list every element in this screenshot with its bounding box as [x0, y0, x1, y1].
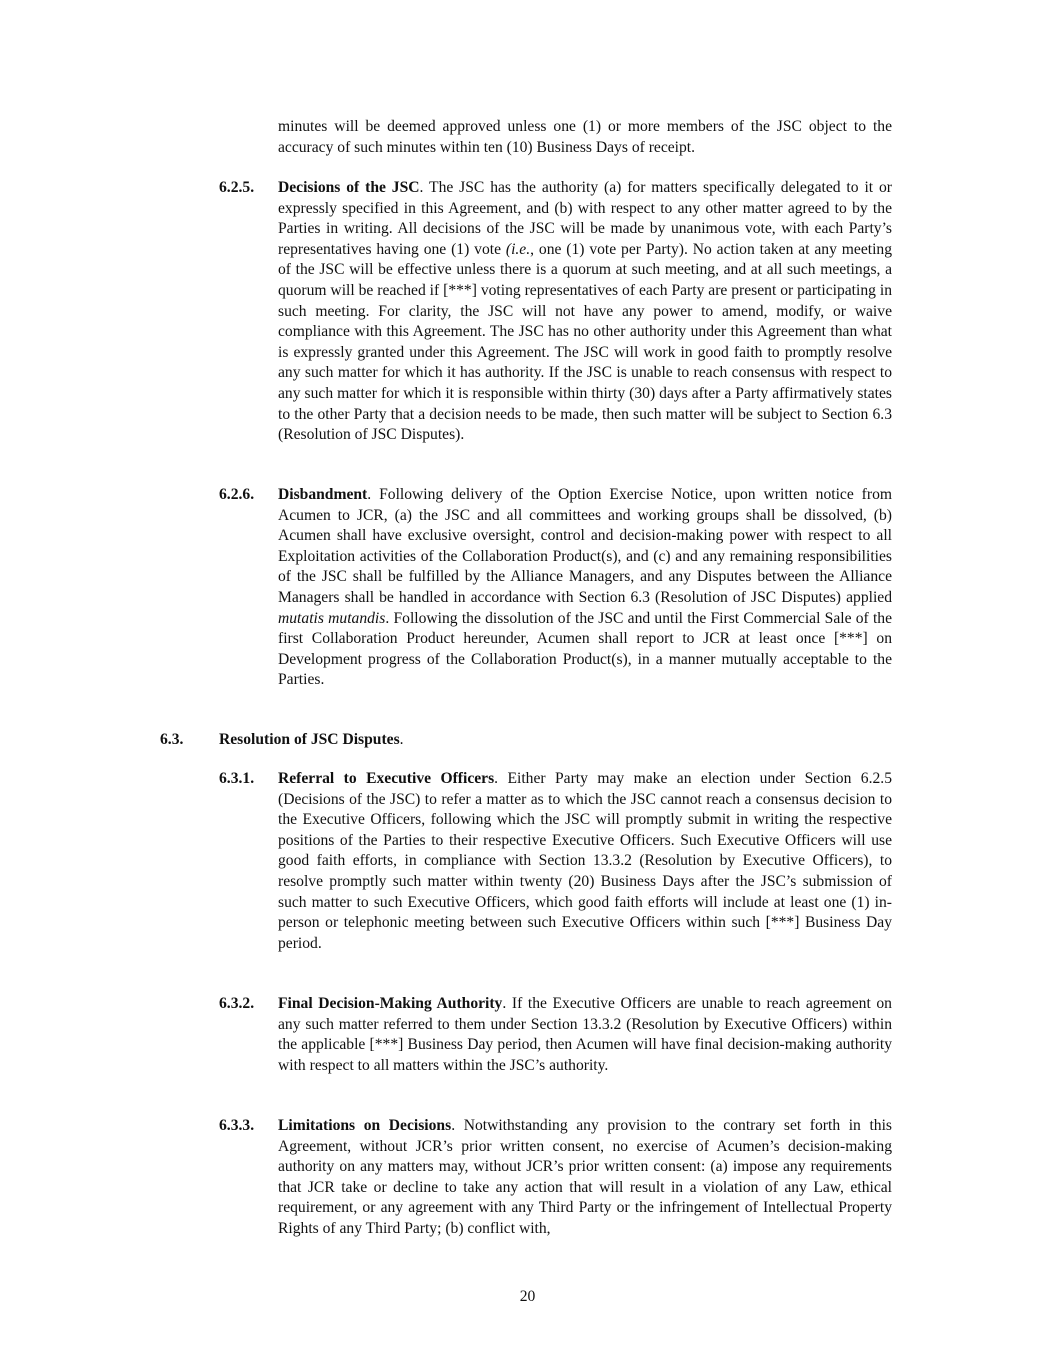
section-6-2-5-title: Decisions of the JSC: [278, 179, 420, 196]
section-number-6-3-1: 6.3.1.: [219, 770, 255, 787]
section-number-6-2-6: 6.2.6.: [219, 486, 255, 503]
section-6-3-3-paragraph: Limitations on Decisions. Notwithstanding any provision to the contrary set forth in this Agreement, without JCR’s prior written consent, no exercise of Acumen’s decision-making authority on any matters may, without JCR’s prior written consent: (a) impose any requirements that JCR take or decline to take any action that will result in a violation of any Law, ethical requirement, or any agreement with any Third Party or the infringement of Intellectual Property Rights of any Third Party; (b) conflict with,: [278, 1117, 892, 1237]
section-6-2-6-paragraph: Disbandment. Following delivery of the Option Exercise Notice, upon written notice from Acumen to JCR, (a) the JSC and all committees and working groups shall be dissolved, (b) Acumen shall have exclusive oversight, control and decision-making power with respect to all Exploitation activities of the Collaboration Product(s), and (c) and any remaining responsibilities of the JSC shall be fulfilled by the Alliance Managers, and any Disputes between the Alliance Managers shall be handled in accordance with Section 6.3 (Resolution of JSC Disputes) applied mutatis mutandis. Following the dissolution of the JSC and until the First Commercial Sale of the first Collaboration Product hereunder, Acumen shall report to JCR at least once [***] on Development progress of the Collaboration Product(s), in a manner mutually acceptable to the Parties.: [278, 486, 892, 689]
section-6-3-heading: Resolution of JSC Disputes.: [219, 731, 404, 748]
section-number-6-3: 6.3.: [160, 731, 184, 748]
page-number: 20: [519, 1288, 536, 1305]
section-6-2-6-title: Disbandment: [278, 486, 368, 503]
section-number-6-3-3: 6.3.3.: [219, 1117, 255, 1134]
section-6-3-2-paragraph: Final Decision-Making Authority. If the Executive Officers are unable to reach agreement on any such matter referred to them under Section 13.3.2 (Resolution by Executive Officers) within the applicable [***] Business Day period, then Acumen will have final decision-making authority with respect to all matters within the JSC’s authority.: [278, 995, 892, 1074]
continuation-paragraph: minutes will be deemed approved unless one (1) or more members of the JSC object to the accuracy of such minutes within ten (10) Business Days of receipt.: [278, 118, 892, 156]
section-6-3-1-title: Referral to Executive Officers: [278, 770, 495, 787]
section-6-3-3-title: Limitations on Decisions: [278, 1117, 452, 1134]
section-6-3-2-title: Final Decision-Making Authority: [278, 995, 503, 1012]
section-6-2-5-paragraph: Decisions of the JSC. The JSC has the authority (a) for matters specifically delegated to it or expressly specified in this Agreement, and (b) with respect to any other matter agreed to by the Parties in writing. All decisions of the JSC will be made by unanimous vote, with each Party’s representatives having one (1) vote (i.e., one (1) vote per Party). No action taken at any meeting of the JSC will be effective unless there is a quorum at such meeting, and at all such meetings, a quorum will be reached if [***] voting representatives of each Party are present or participating in such meeting. For clarity, the JSC will not have any power to amend, modify, or waive compliance with this Agreement. The JSC has no other authority under this Agreement than what is expressly granted under this Agreement. The JSC will work in good faith to promptly resolve any such matter for which it has authority. If the JSC is unable to reach consensus with respect to any such matter for which it is responsible within thirty (30) days after a Party affirmatively states to the other Party that a decision needs to be made, then such matter will be subject to Section 6.3 (Resolution of JSC Disputes).: [278, 179, 893, 444]
section-6-3-1-paragraph: Referral to Executive Officers. Either Party may make an election under Section 6.2.5 (Decisions of the JSC) to refer a matter as to which the JSC cannot reach a consensus decision to the Executive Officers, following which the JSC will promptly submit in writing the respective positions of the Parties to their respective Executive Officers. Such Executive Officers will use good faith efforts, in compliance with Section 13.3.2 (Resolution by Executive Officers), to resolve promptly such matter within twenty (20) Business Days after the JSC’s submission of such matter to such Executive Officers, which good faith efforts will include at least one (1) in-person or telephonic meeting between such Executive Officers within such [***] Business Day period.: [278, 770, 892, 952]
section-number-6-2-5: 6.2.5.: [219, 179, 255, 196]
section-number-6-3-2: 6.3.2.: [219, 995, 255, 1012]
